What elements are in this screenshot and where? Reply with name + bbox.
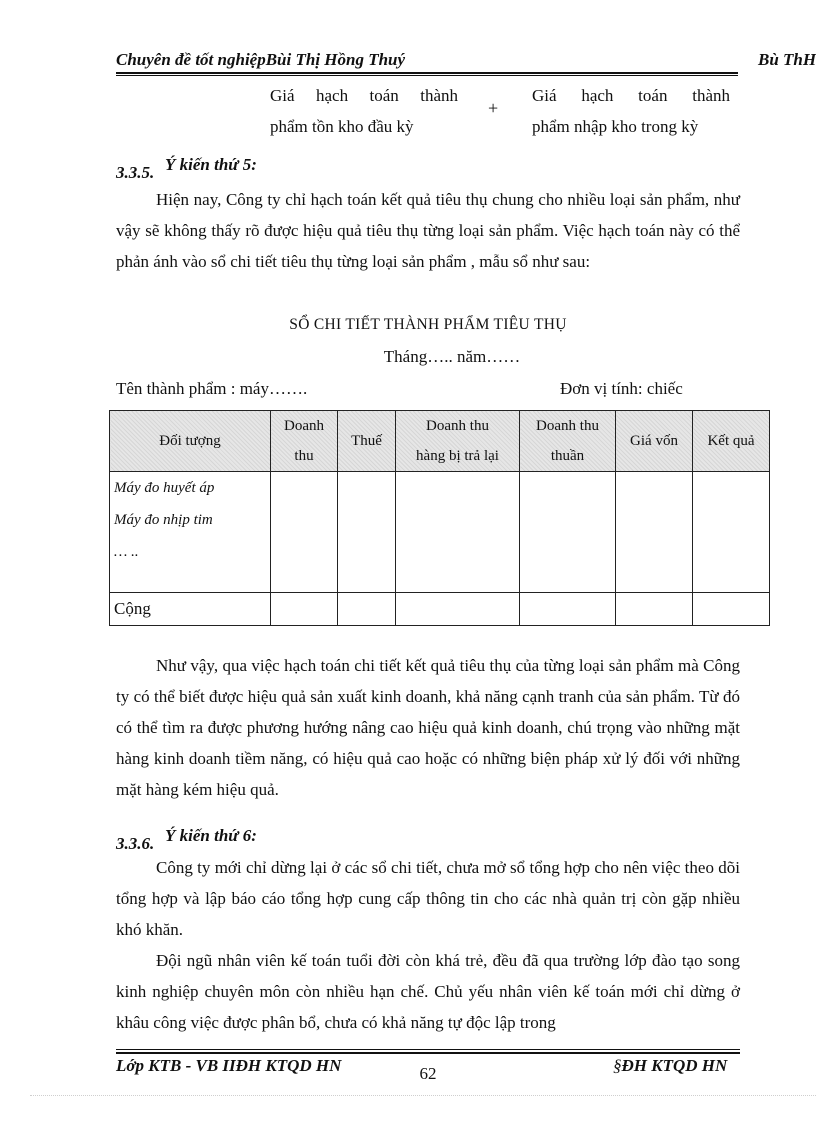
header-rule	[116, 72, 738, 74]
section-6-paragraph-1: Công ty mới chỉ dừng lại ở các sổ chi tiết, chưa mở sổ tổng hợp cho nên việc theo dõi tổng hợp và lập báo cáo tổng hợp cung cấp thông tin cho các nhà quản trị còn gặp nhiều khó khăn.	[116, 858, 740, 939]
formula-left-term	[270, 80, 458, 142]
ledger-items-cell	[110, 472, 271, 593]
footer-rule-thin	[116, 1049, 740, 1050]
list-item: Máy đo huyết áp	[114, 480, 215, 496]
ledger-product-label: Tên thành phẩm : máy…….	[116, 379, 308, 398]
col-header-object	[110, 411, 271, 472]
formula-plus-operator: +	[488, 98, 499, 118]
section-5-paragraph	[116, 184, 740, 277]
table-row-total	[110, 593, 770, 626]
section-5-text: Hiện nay, Công ty chỉ hạch toán kết quả tiêu thụ chung cho nhiều loại sản phẩm, như vậy sẽ không thấy rõ được hiệu quả tiêu thụ từng loại sản phẩm. Việc hạch toán này có thể phản ánh vào sổ chi tiết tiêu thụ từng loại sản phẩm , mẫu sổ như sau:	[116, 190, 740, 271]
col-header-returns-line1: Doanh thu	[426, 418, 489, 434]
conclusion-text: Như vậy, qua việc hạch toán chi tiết kết quả tiêu thụ của từng loại sản phẩm mà Công ty có thể biết được hiệu quả sản xuất kinh doanh, khả năng cạnh tranh của sản phẩm. Từ đó có thể tìm ra được phương hướng nâng cao hiệu quả kinh doanh, chú trọng vào những mặt hàng kinh doanh tiềm năng, có hiệu quả cao hoặc có những biện pháp xử lý đối với những mặt hàng kém hiệu quả.	[116, 656, 740, 799]
ledger-unit-label: Đơn vị tính: chiếc	[560, 379, 683, 398]
formula-left-line1: Giá hạch toán thành	[270, 86, 458, 105]
table-cell	[338, 593, 396, 626]
ledger-month-line: Tháng….. năm……	[383, 347, 521, 366]
col-header-revenue-line1: Doanh	[284, 418, 324, 434]
section-6-paragraphs	[116, 852, 740, 1038]
table-cell	[338, 472, 396, 593]
table-cell	[271, 593, 338, 626]
header-title: Chuyên đề tốt nghiệpBùi Thị Hồng Thuý	[116, 50, 406, 69]
col-header-net-line1: Doanh thu	[536, 418, 599, 434]
table-cell	[616, 593, 693, 626]
ledger-total-label: Cộng	[110, 593, 271, 626]
formula-right-line1: Giá hạch toán thành	[532, 86, 730, 105]
table-cell	[271, 472, 338, 593]
col-header-net-line2: thuần	[550, 448, 585, 464]
table-cell	[396, 472, 520, 593]
section-6-paragraph-2: Đội ngũ nhân viên kế toán tuổi đời còn khá trẻ, đều đã qua trường lớp đào tạo song kinh nghiệp chuyên môn còn nhiều hạn chế. Chủ yếu nhân viên kế toán mới chỉ dừng ở khâu công việc được phân bổ, chưa có khả năng tự độc lập trong	[116, 951, 740, 1032]
col-header-result	[693, 411, 770, 472]
conclusion-paragraph	[116, 650, 740, 805]
table-cell	[396, 593, 520, 626]
table-cell	[520, 593, 616, 626]
ledger-title: SỔ CHI TIẾT THÀNH PHẨM TIÊU THỤ	[289, 316, 567, 333]
table-row	[110, 472, 770, 593]
formula-right-term	[532, 80, 730, 142]
col-header-returns-line2: hàng bị trả lại	[416, 448, 499, 464]
header-rule-thin	[116, 75, 738, 76]
list-item: Máy đo nhịp tim	[114, 512, 213, 528]
section-6-number: 3.3.6.	[116, 834, 155, 853]
col-header-object-text: Đối tượng	[159, 433, 221, 449]
header-author-cut: Bù ThH	[758, 50, 816, 69]
list-item: … ..	[114, 544, 139, 560]
table-cell	[616, 472, 693, 593]
col-header-net-revenue	[520, 411, 616, 472]
col-header-revenue-line2: thu	[294, 448, 314, 464]
footer-university-label	[613, 1056, 727, 1076]
page-number: 62	[419, 1064, 437, 1083]
formula-right-line2: phẩm nhập kho trong kỳ	[532, 117, 699, 136]
col-header-result-text: Kết quả	[707, 433, 755, 449]
col-header-returns	[396, 411, 520, 472]
table-cell	[693, 472, 770, 593]
section-sign-icon: §	[613, 1056, 622, 1075]
col-header-cost	[616, 411, 693, 472]
table-cell	[520, 472, 616, 593]
footer-rule	[116, 1052, 740, 1054]
page-bottom-edge	[30, 1095, 816, 1096]
col-header-tax-text: Thuế	[351, 433, 382, 449]
ledger-header-row	[110, 411, 770, 472]
section-5-title: Ý kiến thứ 5:	[165, 155, 257, 174]
col-header-cost-text: Giá vốn	[630, 433, 678, 449]
section-5-number: 3.3.5.	[116, 163, 155, 182]
col-header-revenue	[271, 411, 338, 472]
ledger-table	[109, 410, 770, 626]
footer-university-text: ĐH KTQD HN	[621, 1056, 728, 1075]
footer-class-label: Lớp KTB - VB IIĐH KTQD HN	[116, 1056, 342, 1075]
table-cell	[693, 593, 770, 626]
section-6-title: Ý kiến thứ 6:	[165, 826, 257, 845]
formula-left-line2: phẩm tồn kho đầu kỳ	[270, 117, 414, 136]
col-header-tax	[338, 411, 396, 472]
